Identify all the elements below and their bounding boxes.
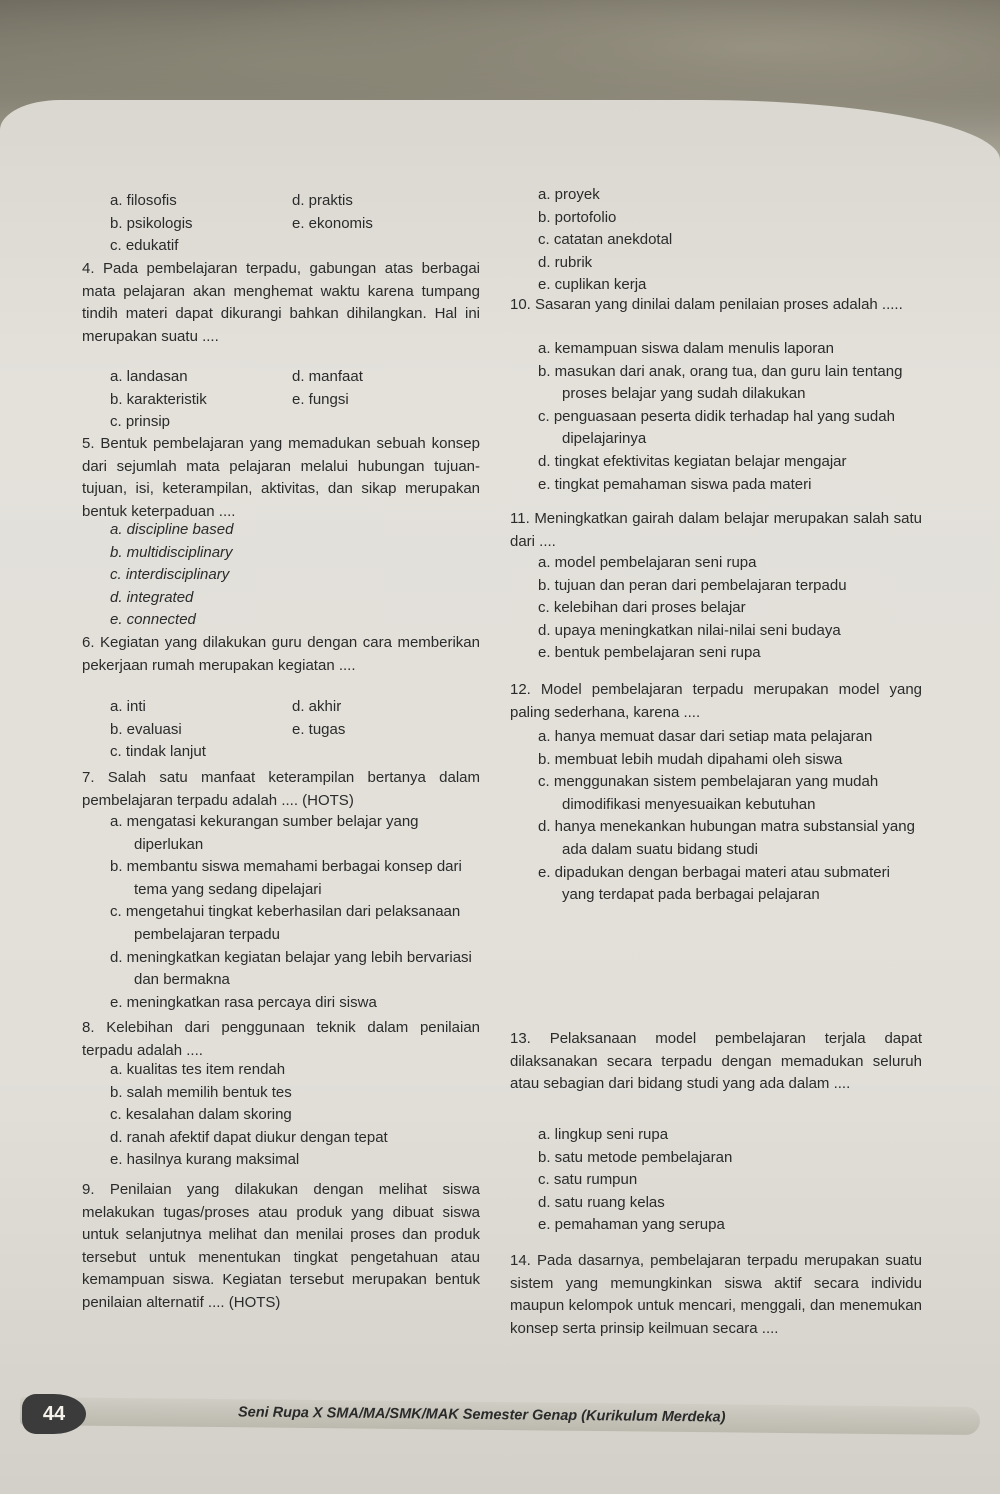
question-5-options: [110, 519, 490, 632]
page-footer: [0, 1390, 1000, 1446]
option-b: b. psikologis: [110, 214, 193, 232]
option-d: d. manfaat: [292, 368, 363, 385]
option-a: a. mengatasi kekurangan sumber belajar yang diperlukan: [110, 813, 419, 853]
question-12-options: [538, 726, 922, 907]
option-c: c. edukatif: [110, 237, 179, 255]
option-c: c. penguasaan peserta didik terhadap hal yang sudah dipelajarinya: [538, 407, 895, 448]
option-e: e. fungsi: [292, 390, 349, 408]
option-b: b. salah memilih bentuk tes: [110, 1083, 292, 1101]
question-6-stem: 6. Kegiatan yang dilakukan guru dengan cara memberikan pekerjaan rumah merupakan kegiatan ....: [82, 634, 480, 674]
option-a: a. discipline based: [110, 521, 234, 538]
option-b: b. multidisciplinary: [110, 543, 233, 561]
option-a: a. kemampuan siswa dalam menulis laporan: [538, 340, 834, 357]
question-14-stem: 14. Pada dasarnya, pembelajaran terpadu merupakan suatu sistem yang memungkinkan siswa aktif secara individu maupun kelompok untuk mencari, menggali, dan menemukan konsep serta prinsip keilmuan secara ....: [510, 1252, 922, 1337]
option-d: d. upaya meningkatkan nilai-nilai seni budaya: [538, 621, 841, 639]
book-title: Seni Rupa X SMA/MA/SMK/MAK Semester Genap (Kurikulum Merdeka): [237, 1404, 726, 1426]
question-12-stem: 12. Model pembelajaran terpadu merupakan model yang paling sederhana, karena ....: [510, 681, 922, 721]
option-d: d. ranah afektif dapat diukur dengan tepat: [110, 1128, 388, 1146]
question-10-options: [538, 338, 922, 496]
option-c: c. prinsip: [110, 413, 171, 431]
option-c: c. mengetahui tingkat keberhasilan dari pelaksanaan pembelajaran terpadu: [110, 903, 461, 943]
option-c: c. kesalahan dalam skoring: [110, 1106, 292, 1124]
option-b: b. masukan dari anak, orang tua, dan guru lain tentang proses belajar yang sudah dilakukan: [538, 362, 903, 403]
question-9-stem: 9. Penilaian yang dilakukan dengan melihat siswa melakukan tugas/proses atau produk yang dibuat siswa untuk selanjutnya melihat dan menilai proses dan produk tersebut untuk menentukan tingkat pengetahuan atau kemampuan siswa. Kegiatan tersebut merupakan bentuk penilaian alternatif .... (HOTS): [82, 1181, 480, 1311]
option-d: d. rubrik: [538, 253, 593, 271]
option-e: e. tugas: [292, 720, 346, 738]
question-7-options: [110, 811, 480, 1014]
option-a: a. lingkup seni rupa: [538, 1126, 669, 1143]
option-e: e. bentuk pembelajaran seni rupa: [538, 644, 761, 662]
question-9-options: [538, 184, 918, 297]
option-c: c. satu rumpun: [538, 1171, 638, 1189]
option-d: d. integrated: [110, 588, 194, 606]
option-b: b. membuat lebih mudah dipahami oleh siswa: [538, 750, 843, 768]
option-b: b. membantu siswa memahami berbagai konsep dari tema yang sedang dipelajari: [110, 858, 462, 898]
option-a: a. model pembelajaran seni rupa: [538, 554, 757, 571]
option-d: d. tingkat efektivitas kegiatan belajar mengajar: [538, 452, 847, 470]
option-e: e. tingkat pemahaman siswa pada materi: [538, 475, 812, 493]
option-a: a. inti: [110, 698, 146, 715]
option-b: b. evaluasi: [110, 720, 182, 738]
question-8-options: [110, 1059, 480, 1172]
option-a: a. kualitas tes item rendah: [110, 1061, 286, 1078]
question-5-stem: 5. Bentuk pembelajaran yang memadukan sebuah konsep dari sejumlah mata pelajaran melalui hubungan tujuan-tujuan, isi, keterampilan, aktivitas, dan sikap merupakan bentuk keterpaduan ....: [82, 435, 480, 520]
option-d: d. satu ruang kelas: [538, 1193, 665, 1211]
option-e: e. hasilnya kurang maksimal: [110, 1151, 300, 1169]
option-c: c. tindak lanjut: [110, 743, 206, 761]
page-number: 44: [22, 1394, 86, 1434]
question-11-stem: 11. Meningkatkan gairah dalam belajar merupakan salah satu dari ....: [510, 510, 922, 550]
question-13-stem: 13. Pelaksanaan model pembelajaran terjala dapat dilaksanakan secara terpadu dengan memadukan seluruh atau sebagian dari bidang studi yang ada dalam ....: [510, 1030, 922, 1093]
question-8-stem: 8. Kelebihan dari penggunaan teknik dalam penilaian terpadu adalah ....: [82, 1019, 480, 1059]
option-a: a. proyek: [538, 186, 600, 203]
option-d: d. hanya menekankan hubungan matra substansial yang ada dalam suatu bidang studi: [538, 818, 915, 858]
option-e: e. ekonomis: [292, 214, 373, 232]
option-e: e. connected: [110, 611, 196, 629]
question-6-options: [110, 696, 490, 764]
question-11-options: [538, 552, 922, 665]
option-e: e. pemahaman yang serupa: [538, 1216, 725, 1234]
option-e: e. meningkatkan rasa percaya diri siswa: [110, 993, 377, 1011]
question-13-options: [538, 1124, 922, 1237]
option-c: c. catatan anekdotal: [538, 231, 673, 249]
option-b: b. karakteristik: [110, 390, 207, 408]
question-4-options: [110, 366, 490, 434]
option-b: b. tujuan dan peran dari pembelajaran terpadu: [538, 576, 847, 594]
option-a: a. landasan: [110, 368, 188, 385]
option-e: e. dipadukan dengan berbagai materi atau submateri yang terdapat pada berbagai pelajaran: [538, 863, 890, 904]
question-10-stem: 10. Sasaran yang dinilai dalam penilaian proses adalah .....: [510, 296, 903, 313]
question-3-options: [110, 190, 490, 258]
option-c: c. menggunakan sistem pembelajaran yang mudah dimodifikasi menyesuaikan kebutuhan: [538, 773, 879, 813]
option-d: d. akhir: [292, 698, 342, 715]
option-d: d. praktis: [292, 192, 353, 209]
question-4-stem: 4. Pada pembelajaran terpadu, gabungan atas berbagai mata pelajaran akan menghemat waktu karena tumpang tindih materi dapat dikurangi bahkan dihilangkan. Hal ini merupakan suatu ....: [82, 260, 480, 345]
option-b: b. satu metode pembelajaran: [538, 1148, 733, 1166]
option-b: b. portofolio: [538, 208, 617, 226]
option-a: a. hanya memuat dasar dari setiap mata pelajaran: [538, 728, 873, 745]
option-e: e. cuplikan kerja: [538, 276, 647, 294]
option-c: c. kelebihan dari proses belajar: [538, 599, 746, 617]
option-d: d. meningkatkan kegiatan belajar yang lebih bervariasi dan bermakna: [110, 948, 472, 989]
option-a: a. filosofis: [110, 192, 177, 209]
question-7-stem: 7. Salah satu manfaat keterampilan bertanya dalam pembelajaran terpadu adalah .... (HOTS): [82, 769, 480, 809]
option-c: c. interdisciplinary: [110, 566, 230, 584]
